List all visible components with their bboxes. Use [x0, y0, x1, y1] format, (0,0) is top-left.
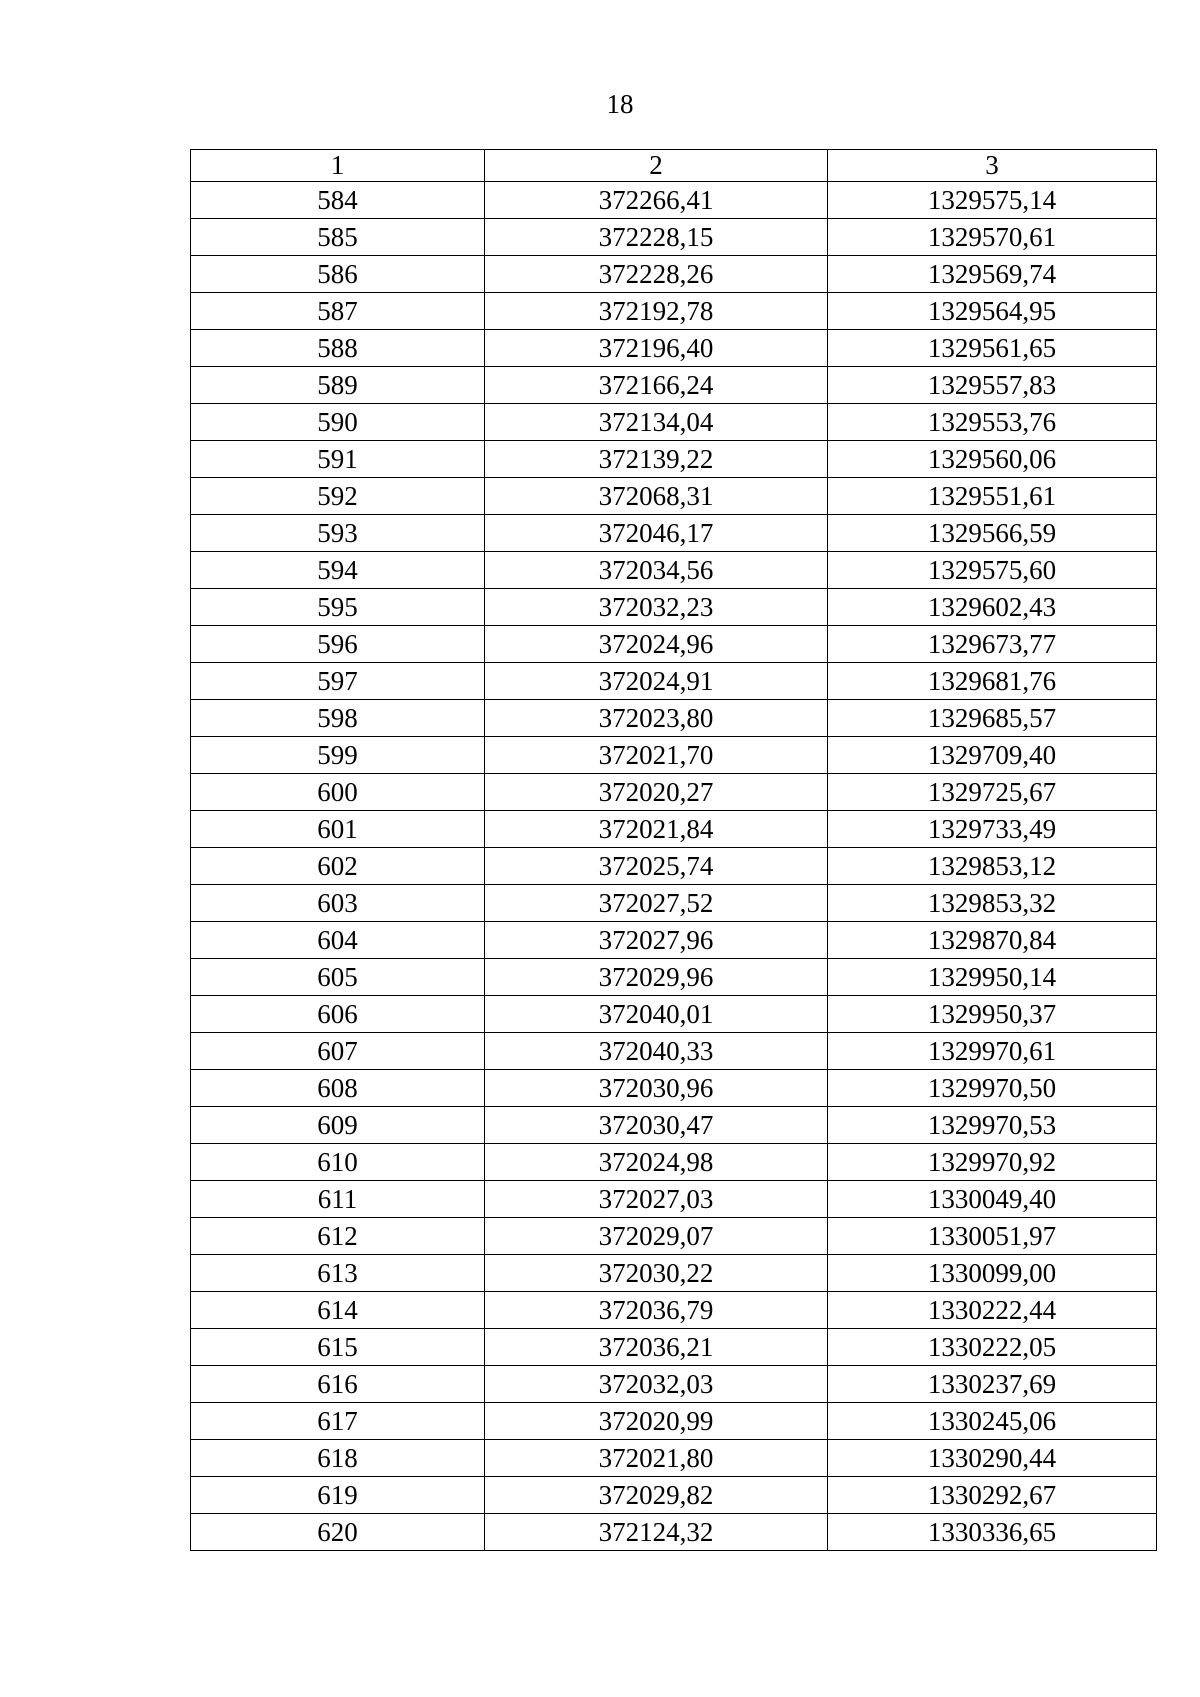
point-number-cell: 612: [191, 1218, 485, 1255]
table-row: [191, 737, 1157, 774]
y-coordinate-cell: 1329970,53: [828, 1107, 1157, 1144]
y-coordinate-cell: 1329950,37: [828, 996, 1157, 1033]
x-coordinate-cell: 372024,91: [485, 663, 828, 700]
y-coordinate-cell: 1329853,32: [828, 885, 1157, 922]
x-coordinate-cell: 372030,96: [485, 1070, 828, 1107]
y-coordinate-cell: 1330237,69: [828, 1366, 1157, 1403]
table-row: [191, 1255, 1157, 1292]
table-row: [191, 1292, 1157, 1329]
table-row: [191, 219, 1157, 256]
point-number-cell: 611: [191, 1181, 485, 1218]
point-number-cell: 593: [191, 515, 485, 552]
table-row: [191, 959, 1157, 996]
x-coordinate-cell: 372023,80: [485, 700, 828, 737]
y-coordinate-cell: 1329575,14: [828, 182, 1157, 219]
point-number-cell: 600: [191, 774, 485, 811]
y-coordinate-cell: 1329602,43: [828, 589, 1157, 626]
table-row: [191, 1403, 1157, 1440]
x-coordinate-cell: 372030,47: [485, 1107, 828, 1144]
table-row: [191, 367, 1157, 404]
y-coordinate-cell: 1330049,40: [828, 1181, 1157, 1218]
table-header: [191, 150, 1157, 182]
header-row: [191, 150, 1157, 182]
point-number-cell: 609: [191, 1107, 485, 1144]
y-coordinate-cell: 1329673,77: [828, 626, 1157, 663]
x-coordinate-cell: 372228,26: [485, 256, 828, 293]
y-coordinate-cell: 1330336,65: [828, 1514, 1157, 1551]
point-number-cell: 610: [191, 1144, 485, 1181]
point-number-cell: 618: [191, 1440, 485, 1477]
table-row: [191, 1070, 1157, 1107]
x-coordinate-cell: 372029,07: [485, 1218, 828, 1255]
table-row: [191, 922, 1157, 959]
x-coordinate-cell: 372196,40: [485, 330, 828, 367]
x-coordinate-cell: 372025,74: [485, 848, 828, 885]
y-coordinate-cell: 1329709,40: [828, 737, 1157, 774]
table-row: [191, 293, 1157, 330]
table-row: [191, 1107, 1157, 1144]
point-number-cell: 596: [191, 626, 485, 663]
point-number-cell: 594: [191, 552, 485, 589]
point-number-cell: 620: [191, 1514, 485, 1551]
y-coordinate-cell: 1329575,60: [828, 552, 1157, 589]
x-coordinate-cell: 372027,03: [485, 1181, 828, 1218]
x-coordinate-cell: 372029,96: [485, 959, 828, 996]
point-number-cell: 598: [191, 700, 485, 737]
table-row: [191, 404, 1157, 441]
page-number: 18: [606, 89, 634, 119]
x-coordinate-cell: 372024,98: [485, 1144, 828, 1181]
table-body: [191, 182, 1157, 1551]
table-row: [191, 441, 1157, 478]
y-coordinate-cell: 1329681,76: [828, 663, 1157, 700]
y-coordinate-cell: 1330245,06: [828, 1403, 1157, 1440]
point-number-cell: 591: [191, 441, 485, 478]
y-coordinate-cell: 1330292,67: [828, 1477, 1157, 1514]
point-number-cell: 614: [191, 1292, 485, 1329]
y-coordinate-cell: 1329569,74: [828, 256, 1157, 293]
table-row: [191, 1477, 1157, 1514]
x-coordinate-cell: 372030,22: [485, 1255, 828, 1292]
table-row: [191, 1329, 1157, 1366]
table-row: [191, 1144, 1157, 1181]
point-number-cell: 592: [191, 478, 485, 515]
point-number-cell: 603: [191, 885, 485, 922]
x-coordinate-cell: 372032,23: [485, 589, 828, 626]
column-header-3: 3: [828, 150, 1157, 182]
x-coordinate-cell: 372021,84: [485, 811, 828, 848]
y-coordinate-cell: 1330222,05: [828, 1329, 1157, 1366]
point-number-cell: 616: [191, 1366, 485, 1403]
table-row: [191, 182, 1157, 219]
table-row: [191, 478, 1157, 515]
table-row: [191, 774, 1157, 811]
x-coordinate-cell: 372021,70: [485, 737, 828, 774]
x-coordinate-cell: 372027,52: [485, 885, 828, 922]
y-coordinate-cell: 1329725,67: [828, 774, 1157, 811]
point-number-cell: 608: [191, 1070, 485, 1107]
x-coordinate-cell: 372036,21: [485, 1329, 828, 1366]
y-coordinate-cell: 1329685,57: [828, 700, 1157, 737]
point-number-cell: 606: [191, 996, 485, 1033]
x-coordinate-cell: 372139,22: [485, 441, 828, 478]
y-coordinate-cell: 1329970,61: [828, 1033, 1157, 1070]
y-coordinate-cell: 1329557,83: [828, 367, 1157, 404]
x-coordinate-cell: 372228,15: [485, 219, 828, 256]
column-header-2: 2: [485, 150, 828, 182]
point-number-cell: 590: [191, 404, 485, 441]
table-row: [191, 1514, 1157, 1551]
x-coordinate-cell: 372040,33: [485, 1033, 828, 1070]
point-number-cell: 584: [191, 182, 485, 219]
table-row: [191, 1366, 1157, 1403]
x-coordinate-cell: 372034,56: [485, 552, 828, 589]
point-number-cell: 604: [191, 922, 485, 959]
point-number-cell: 615: [191, 1329, 485, 1366]
point-number-cell: 601: [191, 811, 485, 848]
x-coordinate-cell: 372134,04: [485, 404, 828, 441]
table-row: [191, 663, 1157, 700]
table-row: [191, 330, 1157, 367]
x-coordinate-cell: 372040,01: [485, 996, 828, 1033]
point-number-cell: 605: [191, 959, 485, 996]
point-number-cell: 613: [191, 1255, 485, 1292]
y-coordinate-cell: 1330051,97: [828, 1218, 1157, 1255]
x-coordinate-cell: 372020,99: [485, 1403, 828, 1440]
y-coordinate-cell: 1329970,50: [828, 1070, 1157, 1107]
table-row: [191, 1033, 1157, 1070]
y-coordinate-cell: 1329870,84: [828, 922, 1157, 959]
point-number-cell: 585: [191, 219, 485, 256]
x-coordinate-cell: 372024,96: [485, 626, 828, 663]
table-row: [191, 515, 1157, 552]
point-number-cell: 607: [191, 1033, 485, 1070]
table-row: [191, 700, 1157, 737]
y-coordinate-cell: 1329733,49: [828, 811, 1157, 848]
y-coordinate-cell: 1329970,92: [828, 1144, 1157, 1181]
x-coordinate-cell: 372068,31: [485, 478, 828, 515]
table-row: [191, 626, 1157, 663]
table-row: [191, 552, 1157, 589]
point-number-cell: 617: [191, 1403, 485, 1440]
x-coordinate-cell: 372166,24: [485, 367, 828, 404]
y-coordinate-cell: 1329560,06: [828, 441, 1157, 478]
y-coordinate-cell: 1329551,61: [828, 478, 1157, 515]
y-coordinate-cell: 1329950,14: [828, 959, 1157, 996]
x-coordinate-cell: 372266,41: [485, 182, 828, 219]
point-number-cell: 589: [191, 367, 485, 404]
x-coordinate-cell: 372027,96: [485, 922, 828, 959]
table-row: [191, 996, 1157, 1033]
point-number-cell: 599: [191, 737, 485, 774]
x-coordinate-cell: 372036,79: [485, 1292, 828, 1329]
x-coordinate-cell: 372192,78: [485, 293, 828, 330]
point-number-cell: 595: [191, 589, 485, 626]
point-number-cell: 602: [191, 848, 485, 885]
table-row: [191, 1181, 1157, 1218]
table-row: [191, 1218, 1157, 1255]
x-coordinate-cell: 372046,17: [485, 515, 828, 552]
y-coordinate-cell: 1329566,59: [828, 515, 1157, 552]
point-number-cell: 597: [191, 663, 485, 700]
y-coordinate-cell: 1329853,12: [828, 848, 1157, 885]
point-number-cell: 588: [191, 330, 485, 367]
y-coordinate-cell: 1330290,44: [828, 1440, 1157, 1477]
y-coordinate-cell: 1329570,61: [828, 219, 1157, 256]
y-coordinate-cell: 1329561,65: [828, 330, 1157, 367]
point-number-cell: 587: [191, 293, 485, 330]
table-row: [191, 885, 1157, 922]
table-row: [191, 811, 1157, 848]
column-header-1: 1: [191, 150, 485, 182]
coordinates-table: [190, 149, 1157, 1551]
point-number-cell: 586: [191, 256, 485, 293]
x-coordinate-cell: 372032,03: [485, 1366, 828, 1403]
x-coordinate-cell: 372029,82: [485, 1477, 828, 1514]
x-coordinate-cell: 372020,27: [485, 774, 828, 811]
table-row: [191, 256, 1157, 293]
x-coordinate-cell: 372124,32: [485, 1514, 828, 1551]
y-coordinate-cell: 1329553,76: [828, 404, 1157, 441]
table-row: [191, 589, 1157, 626]
point-number-cell: 619: [191, 1477, 485, 1514]
y-coordinate-cell: 1330222,44: [828, 1292, 1157, 1329]
table-row: [191, 1440, 1157, 1477]
x-coordinate-cell: 372021,80: [485, 1440, 828, 1477]
y-coordinate-cell: 1330099,00: [828, 1255, 1157, 1292]
table-row: [191, 848, 1157, 885]
y-coordinate-cell: 1329564,95: [828, 293, 1157, 330]
